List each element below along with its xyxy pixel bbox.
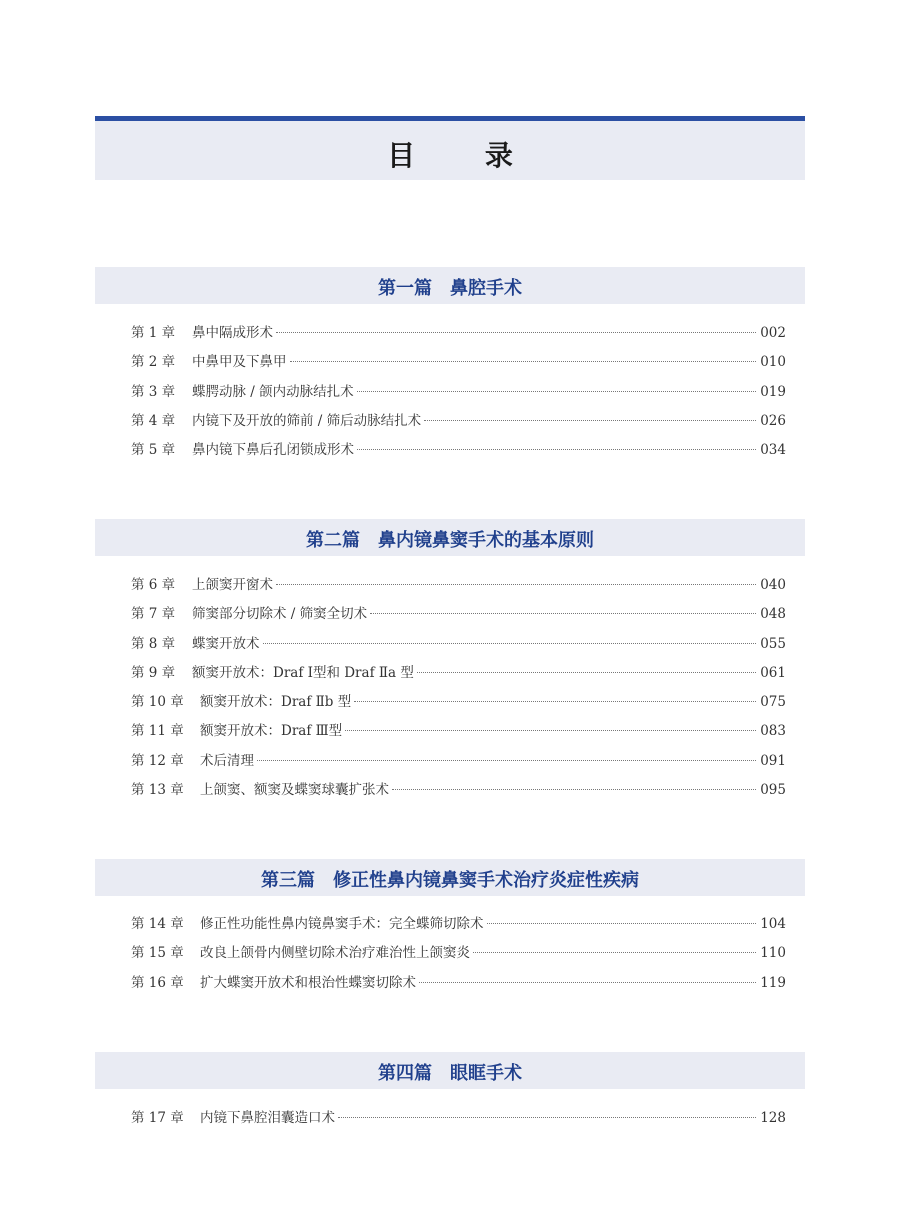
toc-entry[interactable] [131, 688, 786, 717]
chapter-title: 筛窦部分切除术 / 筛窦全切术 [192, 606, 368, 623]
leader-dots [357, 391, 757, 392]
leader-dots [392, 789, 756, 790]
leader-dots [487, 923, 757, 924]
chapter-number: 第 4 章 [131, 412, 176, 429]
toc-entry[interactable] [131, 436, 786, 465]
toc-entry[interactable] [131, 747, 786, 776]
part-header [95, 1052, 805, 1089]
page-number: 083 [760, 723, 786, 740]
part-title: 第四篇 眼眶手术 [378, 1063, 522, 1084]
chapter-number: 第 17 章 [131, 1110, 184, 1126]
page-number: 061 [760, 664, 786, 681]
leader-dots [276, 332, 756, 333]
page-number: 104 [760, 916, 786, 932]
leader-dots [370, 613, 756, 614]
page-number: 019 [760, 383, 786, 400]
toc-entry[interactable] [131, 659, 786, 688]
chapter-title: 额窦开放术：Draf Ⅲ型 [200, 723, 343, 740]
chapter-number: 第 3 章 [131, 383, 176, 400]
chapter-number: 第 13 章 [131, 782, 184, 799]
chapter-title: 上颌窦、额窦及蝶窦球囊扩张术 [200, 782, 389, 799]
chapter-number: 第 14 章 [131, 916, 184, 932]
chapter-title: 额窦开放术：Draf Ⅰ型和 Draf Ⅱa 型 [192, 664, 414, 681]
chapter-list [131, 571, 786, 805]
chapter-number: 第 6 章 [131, 577, 176, 593]
leader-dots [263, 643, 757, 644]
leader-dots [417, 672, 756, 673]
leader-dots [276, 584, 756, 585]
toc-entry[interactable] [131, 319, 786, 348]
page-number: 002 [760, 325, 786, 341]
chapter-number: 第 12 章 [131, 752, 184, 769]
toc-entry[interactable] [131, 378, 786, 407]
chapter-title: 内镜下及开放的筛前 / 筛后动脉结扎术 [192, 412, 422, 429]
page-number: 095 [760, 782, 786, 799]
toc-entry[interactable] [131, 1104, 786, 1133]
toc-header [95, 116, 805, 180]
page-number: 026 [760, 412, 786, 429]
chapter-number: 第 10 章 [131, 694, 184, 711]
leader-dots [357, 449, 756, 450]
chapter-number: 第 1 章 [131, 325, 176, 341]
chapter-title: 鼻内镜下鼻后孔闭锁成形术 [192, 442, 354, 459]
page-number: 091 [760, 752, 786, 769]
page-number: 040 [760, 577, 786, 593]
chapter-title: 内镜下鼻腔泪囊造口术 [200, 1110, 335, 1126]
page-number: 075 [760, 694, 786, 711]
part-title: 第二篇 鼻内镜鼻窦手术的基本原则 [306, 530, 594, 551]
chapter-number: 第 15 章 [131, 945, 184, 962]
leader-dots [338, 1117, 756, 1118]
leader-dots [290, 361, 757, 362]
toc-entry[interactable] [131, 407, 786, 436]
leader-dots [419, 982, 756, 983]
toc-entry[interactable] [131, 776, 786, 805]
toc-entry[interactable] [131, 630, 786, 659]
chapter-title: 蝶腭动脉 / 颌内动脉结扎术 [192, 383, 354, 400]
toc-entry[interactable] [131, 571, 786, 600]
chapter-title: 蝶窦开放术 [192, 635, 260, 652]
toc-entry[interactable] [131, 600, 786, 629]
chapter-number: 第 8 章 [131, 635, 176, 652]
leader-dots [257, 760, 756, 761]
part-header [95, 519, 805, 556]
chapter-title: 上颌窦开窗术 [192, 577, 273, 593]
toc-entry[interactable] [131, 939, 786, 968]
chapter-title: 扩大蝶窦开放术和根治性蝶窦切除术 [200, 974, 416, 991]
chapter-list [131, 1104, 786, 1133]
chapter-title: 改良上颌骨内侧壁切除术治疗难治性上颌窦炎 [200, 945, 470, 962]
chapter-number: 第 5 章 [131, 442, 176, 459]
chapter-list [131, 910, 786, 998]
leader-dots [354, 701, 756, 702]
chapter-number: 第 2 章 [131, 354, 176, 371]
toc-entry[interactable] [131, 348, 786, 377]
chapter-number: 第 11 章 [131, 723, 184, 740]
chapter-list [131, 319, 786, 465]
toc-title: 目 录 [387, 139, 543, 172]
leader-dots [473, 952, 756, 953]
part-header [95, 859, 805, 896]
page-number: 119 [760, 974, 786, 991]
chapter-title: 中鼻甲及下鼻甲 [192, 354, 287, 371]
part-header [95, 267, 805, 304]
page-number: 010 [760, 354, 786, 371]
page-number: 128 [760, 1110, 786, 1126]
chapter-number: 第 9 章 [131, 664, 176, 681]
chapter-title: 术后清理 [200, 752, 254, 769]
page-number: 110 [760, 945, 786, 962]
toc-entry[interactable] [131, 969, 786, 998]
chapter-number: 第 16 章 [131, 974, 184, 991]
part-title: 第三篇 修正性鼻内镜鼻窦手术治疗炎症性疾病 [261, 870, 639, 891]
page-number: 048 [760, 606, 786, 623]
chapter-title: 修正性功能性鼻内镜鼻窦手术：完全蝶筛切除术 [200, 916, 484, 932]
chapter-title: 鼻中隔成形术 [192, 325, 273, 341]
chapter-title: 额窦开放术：Draf Ⅱb 型 [200, 694, 352, 711]
part-title: 第一篇 鼻腔手术 [378, 278, 522, 299]
leader-dots [424, 420, 756, 421]
leader-dots [345, 730, 756, 731]
page-number: 055 [760, 635, 786, 652]
page-number: 034 [760, 442, 786, 459]
toc-entry[interactable] [131, 910, 786, 939]
toc-entry[interactable] [131, 717, 786, 746]
chapter-number: 第 7 章 [131, 606, 176, 623]
